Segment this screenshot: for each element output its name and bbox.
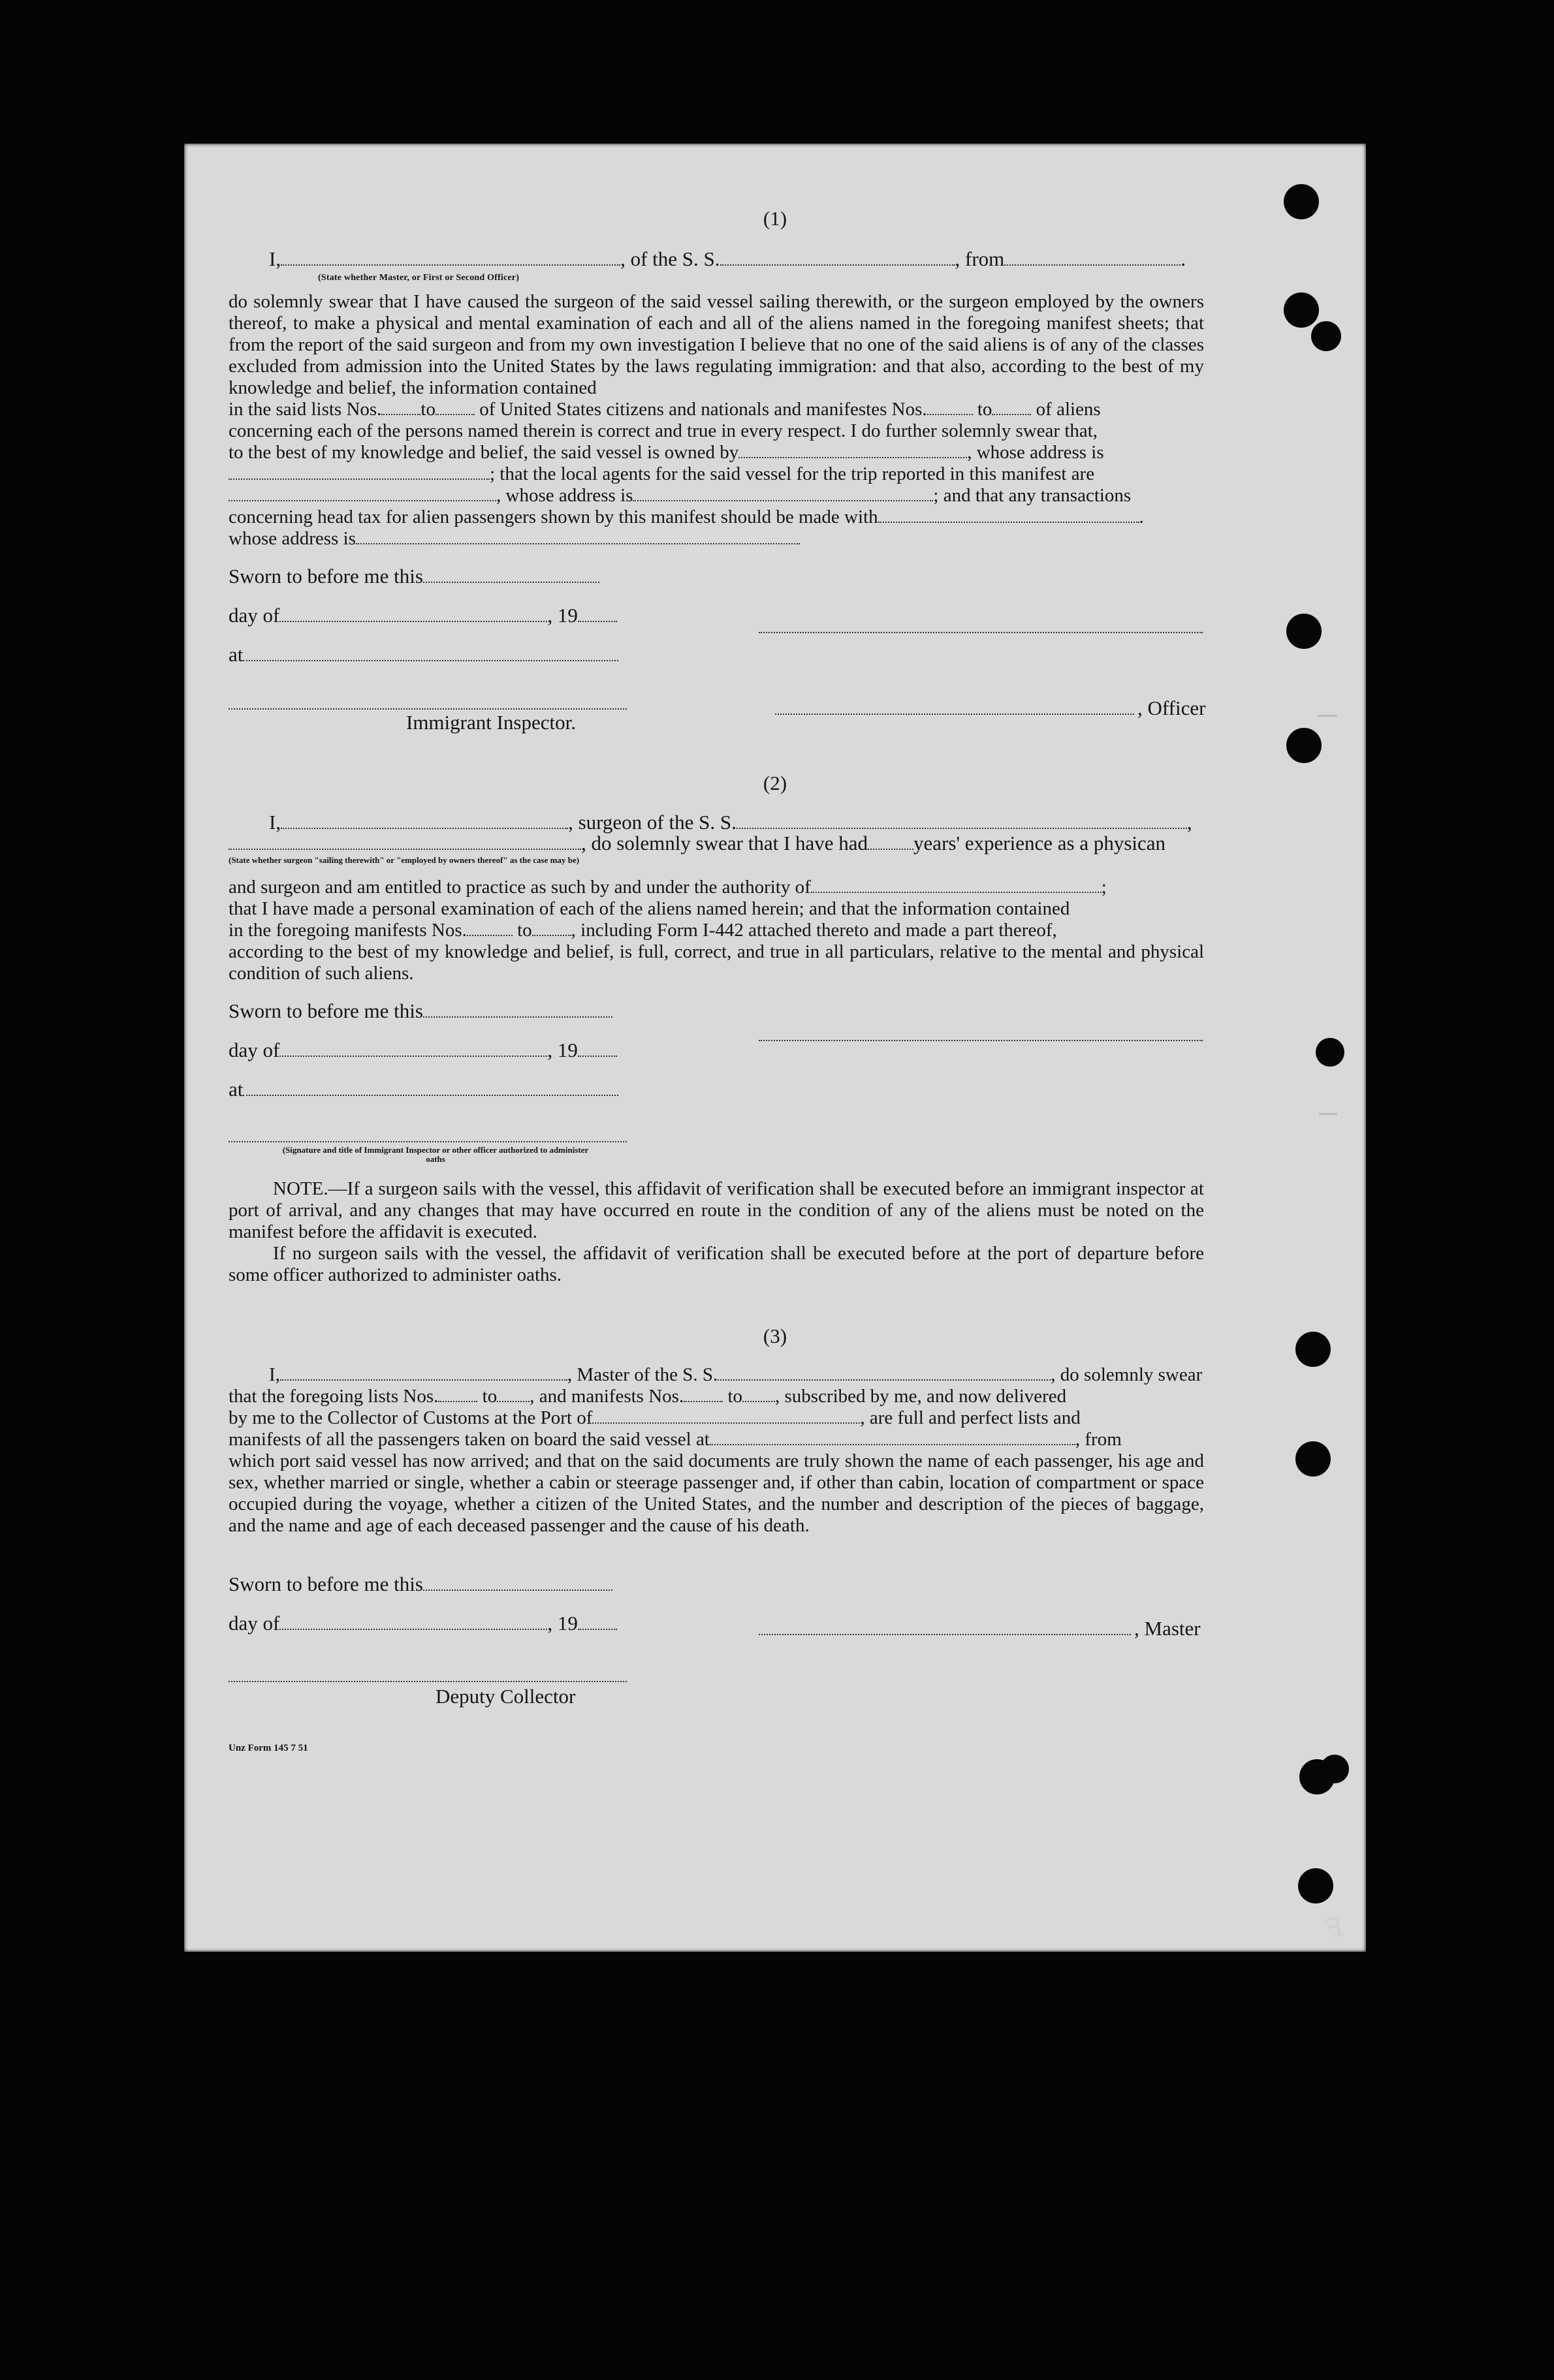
at-label-2: at xyxy=(229,1078,244,1101)
edge-mark xyxy=(1318,715,1337,717)
sworn-label-2: Sworn to before me this xyxy=(229,999,423,1022)
from-label-3: , from xyxy=(1075,1429,1122,1450)
whose-address-label-3: whose address is xyxy=(229,528,356,549)
inspector-label: Immigrant Inspector. xyxy=(406,711,576,734)
officer-name-field[interactable] xyxy=(281,250,620,266)
punch-hole xyxy=(1311,321,1341,351)
punch-hole xyxy=(1286,728,1322,763)
lists-label: that the foregoing lists Nos. xyxy=(229,1386,439,1407)
owner-field[interactable] xyxy=(738,443,967,458)
officer-label: , Officer xyxy=(1137,697,1206,719)
inspector-signature-line[interactable] xyxy=(229,708,627,710)
year-field-2[interactable] xyxy=(578,1041,617,1057)
transactions-label: ; and that any transactions xyxy=(933,485,1132,506)
deputy-collector-label: Deputy Collector xyxy=(436,1685,576,1708)
year-prefix-3: , 19 xyxy=(547,1612,578,1635)
swear-label: , do solemnly swear that I have had xyxy=(581,832,868,854)
punch-hole xyxy=(1298,1868,1333,1903)
month-field[interactable] xyxy=(279,606,547,622)
sworn-label-3: Sworn to before me this xyxy=(229,1573,423,1595)
page-margin-mark: ꟻ xyxy=(1323,1911,1346,1945)
place-field[interactable] xyxy=(243,646,618,661)
section-1-header-line xyxy=(269,248,1186,270)
agents-address-line xyxy=(229,485,1131,507)
at-line-2 xyxy=(229,1078,618,1100)
year-prefix: , 19 xyxy=(547,604,578,627)
swear-label-3: , do solemnly swear xyxy=(1051,1364,1203,1385)
manifests-from-field-3[interactable] xyxy=(684,1386,723,1402)
of-aliens-label: of aliens xyxy=(1036,399,1101,420)
surgeon-status-field[interactable] xyxy=(229,834,581,850)
i-label-2: I, xyxy=(269,811,281,834)
punch-hole xyxy=(1295,1332,1331,1367)
master-label: , Master xyxy=(1134,1617,1201,1640)
of-ss-label: , of the S. S. xyxy=(620,247,720,270)
sworn-date-field-2[interactable] xyxy=(423,1002,612,1018)
punch-hole xyxy=(1295,1441,1331,1477)
whose-address-label: , whose address is xyxy=(967,442,1104,463)
surgeon-signature-line[interactable] xyxy=(759,1040,1203,1041)
manifests-from-field[interactable] xyxy=(927,399,973,415)
place-field-2[interactable] xyxy=(243,1080,618,1096)
surgeon-name-field[interactable] xyxy=(281,813,568,829)
semicolon: ; xyxy=(1101,877,1107,898)
agents-address-field[interactable] xyxy=(633,486,933,501)
section-1-body: do solemnly swear that I have caused the surgeon of the said vessel sailing therewith, or the surgeon employed by the owners thereof, to make a physical and mental examination of each and all of the aliens named in the foregoing manifest sheets; that from the report of the said surgeon and from my own investigation I believe that no one of the said aliens is of any of the classes excluded from admission into the United States by the laws regulating immigration: and that also, according to the best of my knowledge and belief, the information contained xyxy=(229,291,1204,398)
signature-note: (Signature and title of Immigrant Inspector or other officer authorized to administer oaths xyxy=(282,1145,589,1164)
note-paragraph-2: If no surgeon sails with the vessel, the affidavit of verification shall be executed before at the port of departure before some officer authorized to administer oaths. xyxy=(229,1243,1204,1285)
lists-to-field[interactable] xyxy=(436,399,475,415)
surgeon-note: (State whether surgeon "sailing therewith" or "employed by owners thereof" as the case may be) xyxy=(229,855,580,865)
period: . xyxy=(1181,247,1186,270)
manifests-line xyxy=(229,920,1057,941)
officer-signature-line[interactable] xyxy=(759,632,1203,633)
year-field[interactable] xyxy=(578,606,617,622)
surgeon-line xyxy=(269,811,1192,833)
day-of-label-3: day of xyxy=(229,1612,280,1635)
surgeon-label: , surgeon of the S. S. xyxy=(568,811,737,834)
and-manifests-label: , and manifests Nos. xyxy=(530,1386,684,1407)
master-note: (State whether Master, or First or Second Officer) xyxy=(318,273,520,283)
manifests-all-line xyxy=(229,1429,1122,1450)
boarding-port-field[interactable] xyxy=(710,1430,1075,1445)
manifests-label: in the foregoing manifests Nos. xyxy=(229,920,467,941)
edge-mark xyxy=(1319,1113,1337,1115)
whose-address-line xyxy=(229,528,800,550)
lists-from-field[interactable] xyxy=(381,399,420,415)
note-paragraph-1: NOTE.—If a surgeon sails with the vessel, this affidavit of verification shall be executed before an immigrant inspector at port of arrival, and any changes that may have occurred en route in the condition of any of the aliens must be noted on the manifest before the affidavit is executed. xyxy=(229,1178,1204,1242)
experience-line xyxy=(229,832,1166,854)
authority-label: and surgeon and am entitled to practice as such by and under the authority of xyxy=(229,877,811,898)
local-agents-line xyxy=(229,463,1094,485)
punch-hole xyxy=(1316,1038,1344,1067)
port-field[interactable] xyxy=(592,1408,860,1424)
master-name-field[interactable] xyxy=(280,1365,567,1381)
to-label-2: to xyxy=(977,399,992,420)
collector-line xyxy=(229,1407,1081,1429)
period-2: . xyxy=(1139,507,1144,527)
head-tax-address-field[interactable] xyxy=(356,529,800,544)
foregoing-lists-line xyxy=(229,1386,1066,1407)
lists-line xyxy=(229,399,1101,420)
collector-signature-line[interactable] xyxy=(229,1681,627,1682)
manifests-all-label: manifests of all the passengers taken on board the said vessel at xyxy=(229,1429,710,1450)
head-tax-party-field[interactable] xyxy=(878,507,1139,523)
inspector-signature-line-2[interactable] xyxy=(229,1141,627,1142)
section-2-body-b: according to the best of my knowledge and belief, is full, correct, and true in all particulars, relative to the mental and physical condition of such aliens. xyxy=(229,941,1204,984)
head-tax-label: concerning head tax for alien passengers shown by this manifest should be made with xyxy=(229,507,878,527)
to-label-4: to xyxy=(482,1386,498,1407)
day-of-line-1 xyxy=(229,604,617,626)
master-line xyxy=(269,1364,1202,1386)
section-3-body: which port said vessel has now arrived; and that on the said documents are truly shown the name of each passenger, his age and sex, whether married or single, whether a cabin or steerage passenger and, if other than cabin, location of compartment or space occupied during the voyage, whether a citizen of the United States, and the number and description of the pieces of baggage, and the name and age of each deceased passenger and the cause of his death. xyxy=(229,1450,1204,1536)
whose-address-label-2: , whose address is xyxy=(496,485,633,506)
manifests-to-field[interactable] xyxy=(992,399,1031,415)
sworn-date-field-3[interactable] xyxy=(423,1575,612,1591)
vessel-name-field[interactable] xyxy=(720,250,955,266)
subscribed-label: , subscribed by me, and now delivered xyxy=(775,1386,1067,1407)
form-identifier: Unz Form 145 7 51 xyxy=(229,1743,308,1753)
month-field-3[interactable] xyxy=(279,1614,547,1630)
lists-to-field-3[interactable] xyxy=(497,1386,530,1402)
full-label: , are full and perfect lists and xyxy=(860,1407,1081,1428)
at-label: at xyxy=(229,643,244,666)
section-3-number: (3) xyxy=(763,1324,787,1347)
authority-line xyxy=(229,877,1107,898)
departure-port-field[interactable] xyxy=(1004,250,1181,266)
local-agents-label: ; that the local agents for the said vessel for the trip reported in this manifest are xyxy=(490,463,1095,484)
years-label: years' experience as a physican xyxy=(913,832,1166,854)
master-signature-line[interactable] xyxy=(759,1634,1131,1635)
sworn-line-2 xyxy=(229,1000,612,1022)
master-vessel-field[interactable] xyxy=(718,1365,1051,1381)
sworn-line-1 xyxy=(229,565,599,587)
years-field[interactable] xyxy=(868,834,913,850)
to-label: to xyxy=(420,399,436,420)
i-label-3: I, xyxy=(269,1364,280,1385)
i-label: I, xyxy=(269,247,281,270)
in-lists-label: in the said lists Nos. xyxy=(229,399,382,420)
master-of-label: , Master of the S. S. xyxy=(567,1364,718,1385)
month-field-2[interactable] xyxy=(279,1041,547,1057)
punch-hole xyxy=(1284,292,1319,328)
manifests-from-field-2[interactable] xyxy=(467,920,513,936)
punch-hole xyxy=(1286,614,1322,649)
section-2-body-a: that I have made a personal examination of each of the aliens named herein; and that the information contained xyxy=(229,898,1070,919)
agents-field[interactable] xyxy=(229,486,496,501)
authority-field[interactable] xyxy=(811,877,1102,893)
day-of-label: day of xyxy=(229,604,280,627)
form-page xyxy=(184,144,1366,1952)
officer-title-line[interactable] xyxy=(775,713,1134,715)
punch-hole xyxy=(1284,184,1319,219)
manifests-to-field-3[interactable] xyxy=(742,1386,775,1402)
owner-address-field[interactable] xyxy=(229,464,490,480)
collector-label: by me to the Collector of Customs at the Port of xyxy=(229,1407,593,1428)
lists-from-field-3[interactable] xyxy=(438,1386,477,1402)
day-of-label-2: day of xyxy=(229,1039,280,1061)
owned-by-label: to the best of my knowledge and belief, the said vessel is owned by xyxy=(229,442,739,463)
from-label: , from xyxy=(955,247,1005,270)
manifests-to-field-2[interactable] xyxy=(532,920,571,936)
day-of-line-2 xyxy=(229,1039,617,1061)
section-2-number: (2) xyxy=(763,772,787,794)
owned-by-line xyxy=(229,442,1104,463)
comma: , xyxy=(1186,811,1192,834)
year-field-3[interactable] xyxy=(578,1614,617,1630)
concerning-line: concerning each of the persons named therein is correct and true in every respect. I do further solemnly swear that, xyxy=(229,420,1098,441)
sworn-date-field[interactable] xyxy=(423,567,599,583)
at-line-1 xyxy=(229,644,618,665)
to-label-3: to xyxy=(517,920,532,941)
day-of-line-3 xyxy=(229,1612,617,1634)
section-1-number: (1) xyxy=(763,207,787,230)
sworn-line-3 xyxy=(229,1573,612,1595)
punch-hole xyxy=(1320,1755,1349,1783)
surgeon-vessel-field[interactable] xyxy=(737,813,1187,829)
citizens-label: of United States citizens and nationals and manifestes Nos. xyxy=(479,399,927,420)
form-label: , including Form I-442 attached thereto and made a part thereof, xyxy=(571,920,1057,941)
head-tax-line xyxy=(229,507,1144,528)
sworn-label: Sworn to before me this xyxy=(229,565,423,587)
year-prefix-2: , 19 xyxy=(547,1039,578,1061)
to-label-5: to xyxy=(727,1386,743,1407)
